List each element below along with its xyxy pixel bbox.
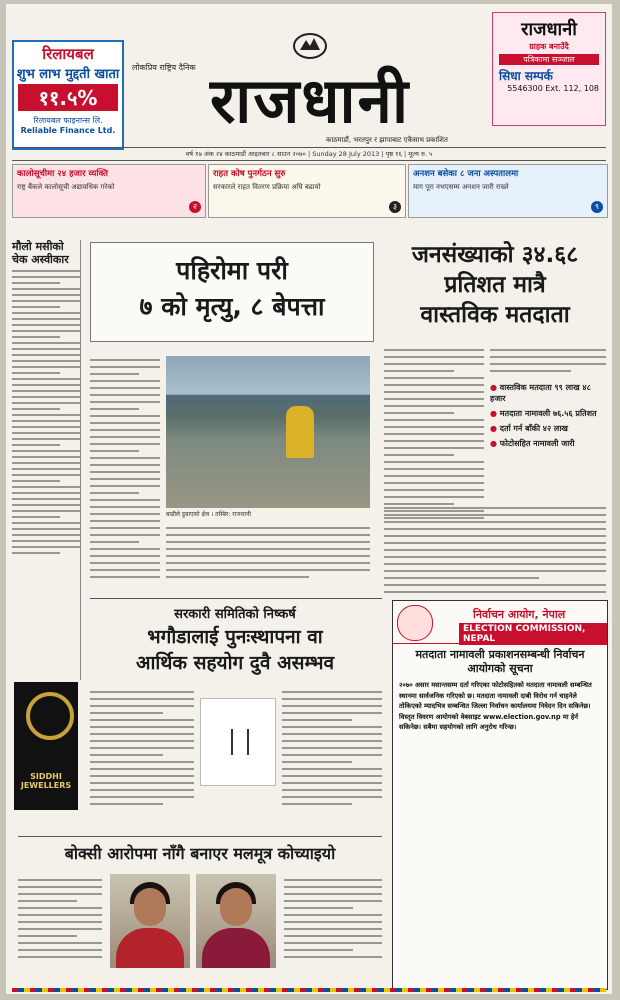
statue-in-flood — [286, 406, 314, 458]
side-column — [12, 240, 81, 680]
masthead-title: राजधानी — [209, 64, 411, 137]
masthead-emblem-icon — [292, 28, 328, 60]
right-headline-line3: वास्तविक मतदाता — [420, 302, 570, 328]
boksi-text-col2 — [284, 874, 382, 963]
committee-text-col2 — [282, 686, 382, 810]
right-headline-line1: जनसंख्याको ३४.६८ — [411, 242, 579, 268]
reliable-finance-ad[interactable] — [12, 40, 124, 150]
main-story-text-bottom — [166, 522, 370, 583]
committee-text-col1 — [90, 686, 194, 810]
necklace-icon — [26, 692, 74, 740]
committee-headline-line1: भगौडालाई पुनःस्थापना वा — [147, 626, 323, 648]
bullet-item: ● वास्तविक मतदाता ९९ लाख ४८ हजार — [490, 383, 591, 403]
lead-box-2[interactable] — [208, 164, 406, 218]
divider — [90, 598, 382, 599]
dateline: वर्ष १७ अंक २४ काठमाडौं आइतबार ८ साउन २०७० | Sunday 28 July 2013 | पृष्ठ १६ | मूल्य रु. ५ — [12, 147, 606, 161]
right-story-headline[interactable] — [384, 240, 606, 330]
right-story-text — [384, 344, 484, 524]
main-story-headline[interactable] — [90, 242, 374, 342]
ad-right-promo: ग्राहक बनाउँदै — [529, 42, 569, 51]
victim-photo-1[interactable] — [110, 874, 190, 968]
right-headline-line2: प्रतिशत मात्रै — [444, 272, 546, 298]
committee-kicker: सरकारी समितिको निष्कर्ष — [174, 607, 296, 622]
jewel-ad-name: SIDDHI JEWELLERS — [20, 772, 72, 790]
election-commission-logo-icon — [397, 605, 433, 641]
lead-box-body: सरकारले राहत वितरण प्रक्रिया अघि बढायो — [213, 183, 321, 191]
footer-color-bar — [12, 988, 606, 992]
election-commission-notice[interactable] — [392, 600, 608, 990]
main-story-text-left — [90, 354, 160, 583]
main-headline-line2: ७ को मृत्यु, ८ बेपत्ता — [139, 292, 325, 321]
committee-headline[interactable] — [90, 624, 380, 676]
right-story-bullets — [490, 382, 606, 453]
lead-box-body: राष्ट्र बैंकले कालोसूची अद्यावधिक गरेको — [17, 183, 115, 191]
document-photo[interactable] — [200, 698, 276, 786]
ad-left-title: रिलायबल — [42, 45, 94, 63]
ad-right-strip: पत्रिकामा सञ्जाल — [499, 54, 599, 65]
committee-headline-line2: आर्थिक सहयोग दुवै असम्भव — [135, 652, 335, 674]
ad-left-rate: ११.५% — [18, 84, 118, 111]
bullet-item: ● दर्ता गर्न बाँकी ४२ लाख — [490, 424, 568, 433]
masthead-tagline: लोकप्रिय राष्ट्रिय दैनिक — [132, 63, 196, 72]
bullet-item: ● फोटोसहित नामावली जारी — [490, 439, 575, 448]
lead-box-headline: राहत कोष पुनर्गठन सुरु — [213, 169, 286, 179]
ad-right-hotline: 5546300 Ext. 112, 108 — [507, 84, 599, 93]
newspaper-page — [6, 4, 612, 994]
document-icon — [231, 729, 249, 755]
victim-photo-2[interactable] — [196, 874, 276, 968]
boksi-text-col1 — [18, 874, 102, 963]
ec-notice-title: मतदाता नामावली प्रकाशनसम्बन्धी निर्वाचन आयोगको सूचना — [415, 648, 585, 675]
ec-name-en: ELECTION COMMISSION, NEPAL — [459, 623, 607, 645]
ec-notice-body: २०७० असार मसान्तसम्म दर्ता गरिएका फोटोसहितको मतदाता नामावली सम्बन्धित स्थानमा सार्वजनिक गरिएको छ। मतदाता नामावली दाबी विरोध गर्न चाहनेले तोकिएको म्यादभित्र सम्बन्धित जिल्ला निर्वाचन कार्यालयमा निवेदन दिन सकिनेछ। विस्तृत विवरण आयोगको वेबसाइट www.election.gov.np मा हेर्न सकिनेछ। सबैमा सहयोगको लागि अनुरोध गरिन्छ। — [399, 681, 592, 731]
ad-left-company-np: रिलायबल फाइनान्स लि. — [33, 116, 103, 125]
lead-box-headline: अनशन बसेका ८ जना अस्पतालमा — [413, 169, 519, 179]
bullet-item: ● मतदाता नामावली ७६.५६ प्रतिशत — [490, 409, 597, 418]
flood-photo[interactable] — [166, 356, 370, 508]
masthead-subtag: काठमाडौं, भरतपुर र झापाबाट एकैसाथ प्रकाशित — [326, 136, 448, 144]
side-column-text — [12, 270, 80, 554]
lead-box-headline: कालोसूचीमा २४ हजार व्यक्ति — [17, 169, 108, 179]
lead-box-1[interactable] — [12, 164, 206, 218]
side-column-heading[interactable]: मौलो मसीको चेक अस्वीकार — [12, 240, 69, 266]
ad-left-subtitle: शुभ लाभ मुद्दती खाता — [16, 67, 120, 82]
right-story-text-bottom — [384, 502, 606, 598]
ad-right-contact-label: सिधा सम्पर्क — [499, 69, 553, 83]
photo-caption: बाढीले डुबाएको क्षेत्र । तस्बिर: राजधानी — [166, 511, 251, 518]
lead-box-page: २ — [189, 201, 201, 213]
rajdhani-subscription-ad[interactable] — [492, 12, 606, 126]
ec-name-np: निर्वाचन आयोग, नेपाल — [473, 608, 566, 621]
boksi-story-headline[interactable]: बोक्सी आरोपमा नाँगै बनाएर मलमूत्र कोच्याइयो — [64, 844, 336, 863]
main-headline-line1: पहिरोमा परी — [176, 256, 288, 285]
lead-box-page: ३ — [389, 201, 401, 213]
lead-box-3[interactable] — [408, 164, 608, 218]
ad-right-title: राजधानी — [521, 19, 577, 40]
right-story-text-top — [490, 344, 606, 377]
divider — [18, 836, 382, 837]
siddhi-jewellers-ad[interactable] — [14, 682, 78, 810]
lead-box-body: माग पूरा नभएसम्म अनशन जारी राख्ने — [413, 183, 509, 191]
ad-left-company-en: Reliable Finance Ltd. — [20, 126, 116, 135]
lead-box-page: ९ — [591, 201, 603, 213]
